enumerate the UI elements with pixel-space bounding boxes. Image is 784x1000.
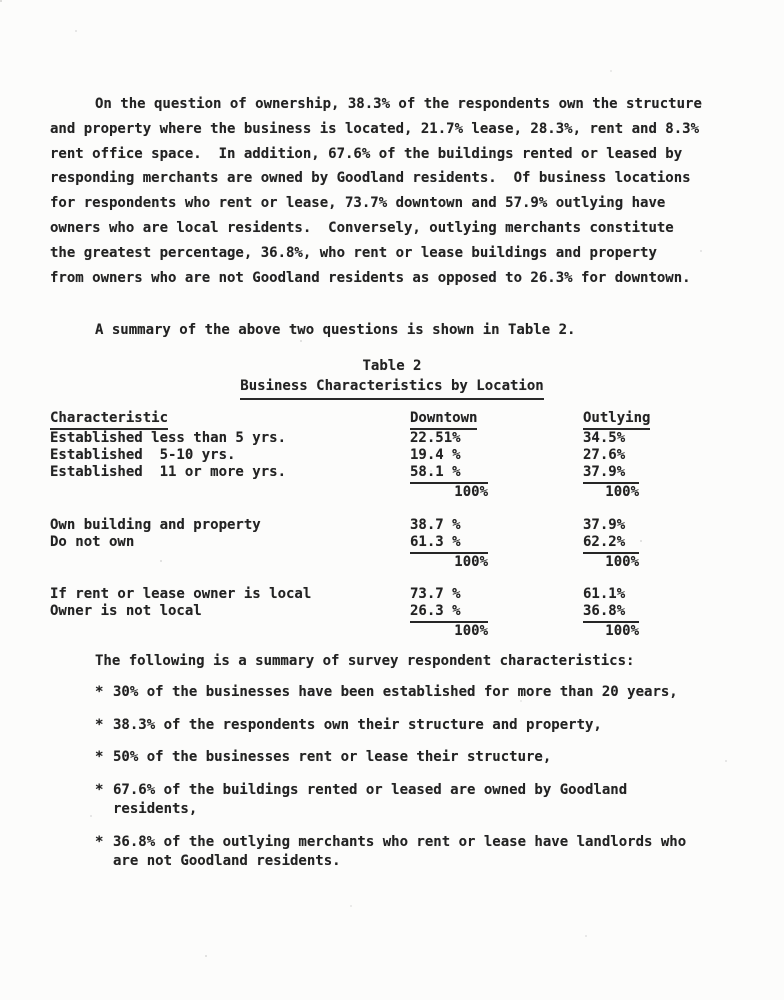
table-title: Table 2	[362, 358, 422, 374]
outlying-cell	[583, 447, 750, 464]
downtown-cell	[410, 552, 583, 571]
outlying-cell	[583, 603, 750, 620]
downtown-total: 100%	[410, 621, 488, 640]
downtown-cell	[410, 517, 583, 534]
paragraph-line: responding merchants are owned by Goodland residents. Of business locations	[50, 170, 691, 187]
header-characteristic-cell	[50, 410, 410, 430]
bullet-item	[50, 716, 750, 736]
downtown-cell	[410, 482, 583, 501]
table-row	[50, 534, 750, 551]
summary-intro-line: The following is a summary of survey respondent characteristics:	[95, 653, 635, 669]
table-total-row	[50, 621, 750, 640]
header-downtown: Downtown	[410, 410, 477, 430]
table-subtitle	[50, 376, 734, 400]
table-total-row	[50, 482, 750, 501]
downtown-cell	[410, 534, 583, 551]
table-subtitle-text: Business Characteristics by Location	[240, 376, 543, 400]
row-label: Established 11 or more yrs.	[50, 464, 287, 480]
paragraph-line: A summary of the above two questions is shown in Table 2.	[95, 322, 576, 338]
business-characteristics-table	[50, 410, 750, 640]
outlying-value: 37.9%	[583, 517, 626, 533]
bullet-line	[95, 683, 750, 703]
bullet-line	[95, 833, 750, 853]
bullet-line	[95, 748, 750, 768]
bullet-item	[50, 781, 750, 820]
table-row	[50, 464, 750, 481]
table-header-row	[50, 410, 750, 430]
header-outlying: Outlying	[583, 410, 650, 430]
table-row	[50, 586, 750, 603]
outlying-value: 61.1%	[583, 586, 626, 602]
bullet-text: 50% of the businesses rent or lease their structure,	[113, 749, 552, 765]
paragraph-line: for respondents who rent or lease, 73.7% downtown and 57.9% outlying have	[50, 195, 666, 212]
table-group-established	[50, 430, 750, 501]
downtown-cell	[410, 447, 583, 464]
downtown-value: 73.7 %	[410, 586, 461, 602]
outlying-cell	[583, 621, 750, 640]
outlying-cell	[583, 534, 750, 551]
table-row	[50, 430, 750, 447]
outlying-cell	[583, 464, 750, 481]
row-label-empty	[50, 552, 410, 571]
paragraph-ownership	[50, 92, 702, 290]
downtown-cell	[410, 603, 583, 620]
scan-noise	[0, 0, 2, 2]
downtown-cell	[410, 621, 583, 640]
outlying-cell	[583, 517, 750, 534]
outlying-cell	[583, 430, 750, 447]
downtown-value: 38.7 %	[410, 517, 461, 533]
outlying-total: 100%	[583, 621, 639, 640]
downtown-value: 58.1 %	[410, 464, 461, 480]
outlying-total: 100%	[583, 482, 639, 501]
bullet-marker: *	[95, 716, 104, 733]
downtown-total: 100%	[410, 482, 488, 501]
downtown-value: 19.4 %	[410, 447, 461, 463]
table-group-ownership	[50, 517, 750, 571]
outlying-value: 36.8%	[583, 603, 626, 619]
row-label: Established less than 5 yrs.	[50, 430, 287, 446]
bullet-text: 67.6% of the buildings rented or leased are owned by Goodland	[113, 781, 628, 798]
table-group-landlord	[50, 586, 750, 640]
downtown-cell	[410, 586, 583, 603]
header-characteristic: Characteristic	[50, 410, 168, 430]
row-label: Established 5-10 yrs.	[50, 447, 236, 463]
bullet-line	[95, 716, 750, 736]
row-label-empty	[50, 482, 410, 501]
outlying-value: 27.6%	[583, 447, 626, 463]
header-downtown-cell	[410, 410, 583, 430]
bullet-item	[50, 833, 750, 872]
table-title-block	[50, 356, 734, 400]
bullet-marker: *	[95, 684, 104, 700]
table-row	[50, 517, 750, 534]
paragraph-line: from owners who are not Goodland residents as opposed to 26.3% for downtown.	[50, 269, 691, 286]
row-label: Do not own	[50, 534, 135, 550]
bullet-text: 30% of the businesses have been established for more than 20 years,	[113, 684, 678, 700]
paragraph-table-reference	[50, 318, 575, 343]
paragraph-line: rent office space. In addition, 67.6% of the buildings rented or leased by	[50, 145, 683, 162]
outlying-cell	[583, 552, 750, 571]
table-row	[50, 603, 750, 620]
bullet-marker: *	[95, 781, 104, 798]
row-label: Own building and property	[50, 517, 261, 533]
bullet-marker: *	[95, 749, 104, 765]
outlying-value: 34.5%	[583, 430, 626, 446]
bullet-text: 38.3% of the respondents own their structure and property,	[113, 716, 602, 733]
table-total-row	[50, 552, 750, 571]
bullet-item	[50, 683, 750, 703]
header-outlying-cell	[583, 410, 750, 430]
paragraph-line: owners who are local residents. Conversely, outlying merchants constitute	[50, 219, 674, 236]
downtown-value: 26.3 %	[410, 603, 461, 619]
bullet-marker: *	[95, 833, 104, 850]
outlying-cell	[583, 586, 750, 603]
paragraph-line: the greatest percentage, 36.8%, who rent or lease buildings and property	[50, 244, 657, 261]
summary-intro	[50, 649, 634, 674]
bullet-item	[50, 748, 750, 768]
bullet-line	[95, 781, 750, 801]
downtown-value: 61.3 %	[410, 534, 461, 550]
outlying-value: 62.2%	[583, 534, 626, 550]
bullet-text: 36.8% of the outlying merchants who rent or lease have landlords who	[113, 833, 687, 850]
downtown-cell	[410, 430, 583, 447]
bullet-continuation: residents,	[113, 801, 198, 817]
paragraph-line: and property where the business is located, 21.7% lease, 28.3%, rent and 8.3%	[50, 120, 700, 137]
outlying-cell	[583, 482, 750, 501]
row-label: If rent or lease owner is local	[50, 586, 312, 602]
downtown-cell	[410, 464, 583, 481]
table-row	[50, 447, 750, 464]
outlying-value: 37.9%	[583, 464, 626, 480]
paragraph-line: On the question of ownership, 38.3% of the respondents own the structure	[95, 96, 702, 112]
bullet-list	[50, 683, 750, 885]
bullet-continuation: are not Goodland residents.	[113, 853, 341, 869]
outlying-total: 100%	[583, 552, 639, 571]
downtown-value: 22.51%	[410, 430, 461, 446]
row-label-empty	[50, 621, 410, 640]
downtown-total: 100%	[410, 552, 488, 571]
row-label: Owner is not local	[50, 603, 202, 619]
